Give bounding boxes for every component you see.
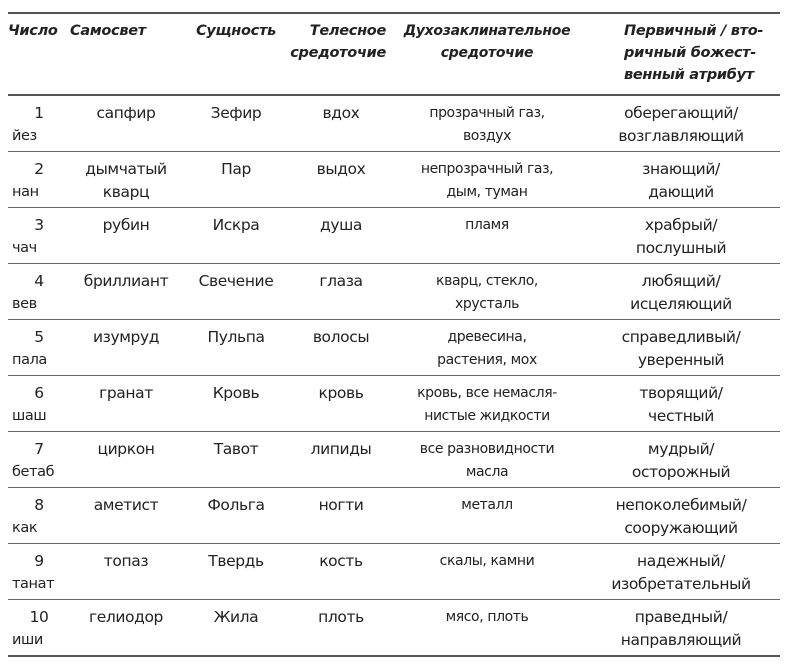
- table-row: [8, 544, 780, 599]
- table-row: [8, 320, 780, 375]
- row-name: бетаб: [12, 464, 55, 480]
- number-cell: [8, 96, 70, 151]
- spirit-line: металл: [461, 497, 513, 513]
- attr-line: послушный: [635, 239, 727, 257]
- header-line: венный атрибут: [624, 67, 754, 83]
- number-cell: [8, 376, 70, 431]
- spirit-center-cell: [392, 600, 582, 655]
- attr-line: дающий: [648, 183, 714, 201]
- spirit-center-cell: [392, 264, 582, 319]
- number-cell: [8, 600, 70, 655]
- table-row: [8, 432, 780, 487]
- essence-cell: Тавот: [213, 440, 259, 458]
- gem-line: бриллиант: [83, 272, 169, 290]
- row-number: 5: [34, 328, 44, 346]
- row-name: танат: [12, 576, 55, 592]
- attr-line: непоколебимый/: [615, 496, 747, 514]
- row-number: 4: [34, 272, 44, 290]
- row-number: 1: [34, 104, 44, 122]
- gem-line: изумруд: [92, 328, 160, 346]
- gem-line: циркон: [97, 440, 155, 458]
- spirit-center-cell: [392, 544, 582, 599]
- row-name: йез: [12, 128, 37, 144]
- attribute-cell: [582, 320, 780, 375]
- row-number: 2: [34, 160, 44, 178]
- spirit-line: воздух: [462, 128, 512, 144]
- essence-cell: Свечение: [198, 272, 274, 290]
- row-name: чач: [12, 240, 37, 256]
- gem-line: гранат: [99, 384, 153, 402]
- body-center-cell: душа: [320, 216, 362, 234]
- essence-cell: Пар: [221, 160, 251, 178]
- spirit-line: все разновидности: [419, 441, 555, 457]
- essence-cell: Кровь: [212, 384, 260, 402]
- number-cell: [8, 432, 70, 487]
- row-name: иши: [12, 632, 43, 648]
- attr-line: надежный/: [637, 552, 725, 570]
- header-line: Духозаклинательное: [403, 23, 571, 39]
- attribute-cell: [582, 544, 780, 599]
- number-cell: [8, 320, 70, 375]
- body-center-cell: выдох: [316, 160, 366, 178]
- spirit-center-cell: [392, 96, 582, 151]
- gem-cell: [70, 432, 182, 487]
- header-line: Первичный / вто-: [624, 23, 764, 39]
- number-cell: [8, 208, 70, 263]
- attr-line: мудрый/: [647, 440, 715, 458]
- table-row: [8, 264, 780, 319]
- number-cell: [8, 264, 70, 319]
- table-body: [8, 96, 780, 657]
- gem-line: гелиодор: [89, 608, 163, 626]
- row-name: пала: [12, 352, 47, 368]
- gem-cell: [70, 152, 182, 207]
- spirit-center-cell: [392, 152, 582, 207]
- essence-cell: Жила: [213, 608, 259, 626]
- attr-line: творящий/: [639, 384, 723, 402]
- body-center-cell: кровь: [318, 384, 364, 402]
- spirit-line: кровь, все немасля-: [417, 385, 557, 401]
- header-gem: Самосвет: [70, 23, 146, 39]
- row-name: нан: [12, 184, 39, 200]
- attribute-cell: [582, 96, 780, 151]
- header-line: средоточие: [440, 45, 534, 61]
- attribute-cell: [582, 264, 780, 319]
- body-center-cell: волосы: [312, 328, 370, 346]
- spirit-line: прозрачный газ,: [429, 105, 545, 121]
- gem-table: [8, 12, 780, 657]
- attribute-cell: [582, 488, 780, 543]
- number-cell: [8, 544, 70, 599]
- table-row: [8, 96, 780, 151]
- attribute-cell: [582, 376, 780, 431]
- spirit-center-cell: [392, 376, 582, 431]
- attr-line: возглавляющий: [618, 127, 744, 145]
- number-cell: [8, 152, 70, 207]
- attribute-cell: [582, 432, 780, 487]
- attribute-cell: [582, 208, 780, 263]
- attr-line: изобретательный: [611, 575, 751, 593]
- header-line: Телесное: [309, 23, 386, 39]
- gem-cell: [70, 376, 182, 431]
- spirit-line: скалы, камни: [439, 553, 535, 569]
- gem-line: топаз: [103, 552, 149, 570]
- attr-line: сооружающий: [624, 519, 738, 537]
- spirit-line: нистые жидкости: [424, 408, 550, 424]
- attribute-cell: [582, 600, 780, 655]
- gem-cell: [70, 600, 182, 655]
- essence-cell: Твердь: [208, 552, 264, 570]
- body-center-cell: плоть: [318, 608, 364, 626]
- table-row: [8, 600, 780, 655]
- attr-line: уверенный: [637, 351, 725, 369]
- gem-line: дымчатый: [85, 160, 167, 178]
- gem-cell: [70, 264, 182, 319]
- row-number: 7: [34, 440, 44, 458]
- row-number: 8: [34, 496, 44, 514]
- spirit-line: растения, мох: [437, 352, 537, 368]
- attr-line: направляющий: [620, 631, 742, 649]
- number-cell: [8, 488, 70, 543]
- header-attribute: [582, 14, 780, 94]
- essence-cell: Пульпа: [207, 328, 265, 346]
- attr-line: любящий/: [641, 272, 721, 290]
- gem-cell: [70, 96, 182, 151]
- gem-line: сапфир: [96, 104, 156, 122]
- gem-cell: [70, 488, 182, 543]
- row-name: шаш: [12, 408, 47, 424]
- attribute-cell: [582, 152, 780, 207]
- attr-line: исцеляющий: [630, 295, 732, 313]
- spirit-center-cell: [392, 488, 582, 543]
- header-body-center: [290, 14, 392, 94]
- row-name: вев: [12, 296, 37, 312]
- spirit-line: непрозрачный газ,: [420, 161, 554, 177]
- gem-line: рубин: [102, 216, 150, 234]
- header-line: ричный божест-: [624, 45, 756, 61]
- gem-cell: [70, 320, 182, 375]
- table-row: [8, 208, 780, 263]
- header-number: Число: [8, 23, 58, 39]
- essence-cell: Зефир: [210, 104, 262, 122]
- row-number: 10: [29, 608, 49, 626]
- spirit-line: масла: [465, 464, 509, 480]
- row-name: как: [12, 520, 38, 536]
- body-center-cell: ногти: [318, 496, 364, 514]
- spirit-center-cell: [392, 432, 582, 487]
- essence-cell: Фольга: [207, 496, 265, 514]
- header-line: средоточие: [290, 45, 386, 61]
- gem-cell: [70, 544, 182, 599]
- table-header: [8, 14, 780, 94]
- body-center-cell: кость: [319, 552, 363, 570]
- essence-cell: Искра: [212, 216, 260, 234]
- body-center-cell: глаза: [319, 272, 363, 290]
- spirit-center-cell: [392, 208, 582, 263]
- attr-line: оберегающий/: [624, 104, 738, 122]
- gem-line: аметист: [93, 496, 159, 514]
- attr-line: праведный/: [634, 608, 728, 626]
- spirit-line: пламя: [465, 217, 509, 233]
- body-center-cell: липиды: [310, 440, 372, 458]
- table-row: [8, 152, 780, 207]
- attr-line: справедливый/: [621, 328, 741, 346]
- header-essence: Сущность: [196, 23, 276, 39]
- row-number: 3: [34, 216, 44, 234]
- spirit-line: древесина,: [447, 329, 527, 345]
- attr-line: храбрый/: [644, 216, 718, 234]
- attr-line: знающий/: [642, 160, 720, 178]
- attr-line: честный: [648, 407, 714, 425]
- spirit-line: мясо, плоть: [445, 609, 529, 625]
- attr-line: осторожный: [631, 463, 731, 481]
- table-row: [8, 376, 780, 431]
- spirit-center-cell: [392, 320, 582, 375]
- spirit-line: кварц, стекло,: [436, 273, 538, 289]
- row-number: 9: [34, 552, 44, 570]
- spirit-line: дым, туман: [446, 184, 528, 200]
- row-number: 6: [34, 384, 44, 402]
- row-divider: [8, 655, 780, 657]
- table-row: [8, 488, 780, 543]
- gem-line: кварц: [102, 183, 150, 201]
- header-spirit-center: [392, 14, 582, 94]
- spirit-line: хрусталь: [455, 296, 519, 312]
- gem-cell: [70, 208, 182, 263]
- body-center-cell: вдох: [322, 104, 360, 122]
